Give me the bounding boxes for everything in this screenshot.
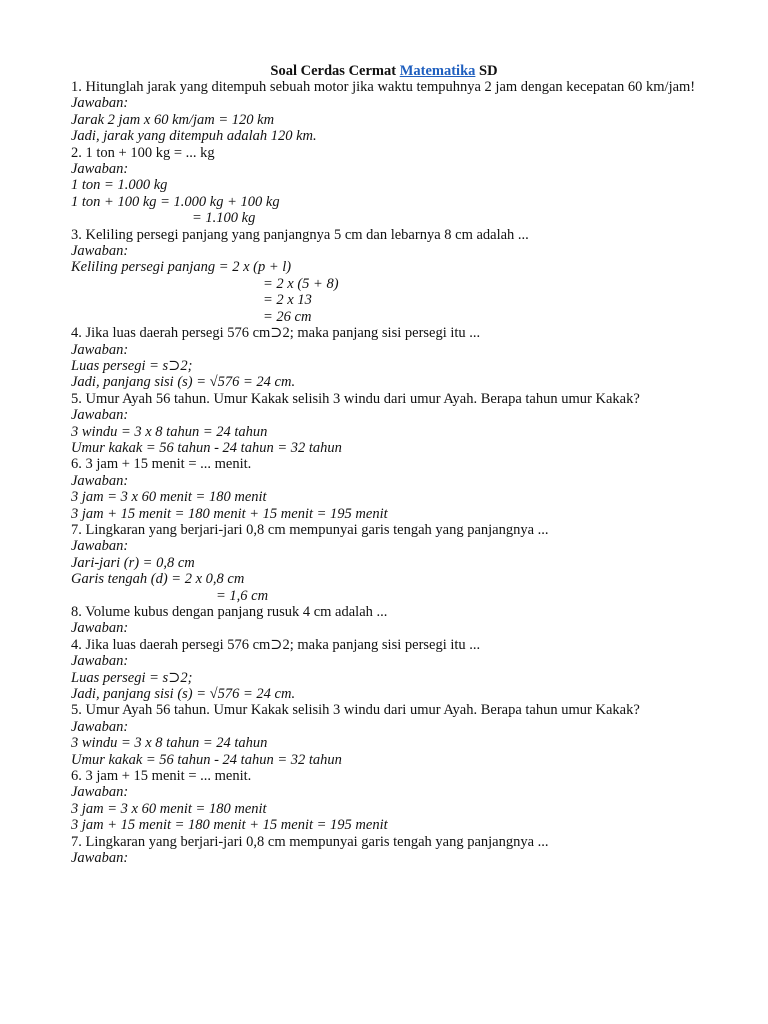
answer-label: Jawaban: [71,95,129,112]
answer-label: Jawaban: [71,472,129,489]
answer-line: Luas persegi = s⊃2; [71,357,193,374]
answer-label: Jawaban: [71,620,129,637]
answer-line: 3 windu = 3 x 8 tahun = 24 tahun [71,423,268,440]
answer-label: Jawaban: [71,784,129,801]
title-text-start: Soal Cerdas Cermat [270,63,400,79]
answer-line: Keliling persegi panjang = 2 x (p + l) [71,259,292,276]
answer-line: Jarak 2 jam x 60 km/jam = 120 km [71,111,275,128]
document-title [0,63,768,79]
answer-line: Luas persegi = s⊃2; [71,669,193,686]
answer-line: = 1,6 cm [216,587,269,604]
answer-line: = 2 x 13 [263,292,312,309]
answer-line: 3 jam + 15 menit = 180 menit + 15 menit = 195 menit [71,505,388,522]
answer-line: 3 jam = 3 x 60 menit = 180 menit [71,489,267,506]
answer-line: Jadi, jarak yang ditempuh adalah 120 km. [71,128,317,145]
answer-label: Jawaban: [71,341,129,358]
question-5: 5. Umur Ayah 56 tahun. Umur Kakak selisih 3 windu dari umur Ayah. Berapa tahun umur Kakak? [71,390,640,407]
answer-line: 3 jam + 15 menit = 180 menit + 15 menit = 195 menit [71,817,388,834]
answer-line: Umur kakak = 56 tahun - 24 tahun = 32 tahun [71,439,342,456]
answer-label: Jawaban: [71,653,129,670]
answer-label: Jawaban: [71,407,129,424]
question-4-repeat: 4. Jika luas daerah persegi 576 cm⊃2; maka panjang sisi persegi itu ... [71,636,481,653]
answer-label: Jawaban: [71,850,129,867]
document-body [71,79,701,867]
question-5-repeat: 5. Umur Ayah 56 tahun. Umur Kakak selisih 3 windu dari umur Ayah. Berapa tahun umur Kakak? [71,702,640,719]
question-7: 7. Lingkaran yang berjari-jari 0,8 cm mempunyai garis tengah yang panjangnya ... [71,521,549,538]
answer-line: Jadi, panjang sisi (s) = √576 = 24 cm. [71,374,296,391]
answer-label: Jawaban: [71,718,129,735]
question-7-repeat: 7. Lingkaran yang berjari-jari 0,8 cm mempunyai garis tengah yang panjangnya ... [71,833,549,850]
answer-line: 3 windu = 3 x 8 tahun = 24 tahun [71,735,268,752]
answer-line: Jari-jari (r) = 0,8 cm [71,554,195,571]
question-6: 6. 3 jam + 15 menit = ... menit. [71,456,252,473]
answer-line: Jadi, panjang sisi (s) = √576 = 24 cm. [71,686,296,703]
answer-line: = 1.100 kg [192,210,256,227]
question-2: 2. 1 ton + 100 kg = ... kg [71,144,215,161]
answer-line: 1 ton + 100 kg = 1.000 kg + 100 kg [71,193,280,210]
answer-line: = 2 x (5 + 8) [263,275,339,292]
question-1: 1. Hitunglah jarak yang ditempuh sebuah motor jika waktu tempuhnya 2 jam dengan kecepatan 60 km/jam! [71,79,696,95]
matematika-link[interactable]: Matematika [399,63,476,79]
answer-label: Jawaban: [71,161,129,178]
answer-line: 3 jam = 3 x 60 menit = 180 menit [71,800,267,817]
answer-line: Umur kakak = 56 tahun - 24 tahun = 32 tahun [71,751,342,768]
question-6-repeat: 6. 3 jam + 15 menit = ... menit. [71,768,252,785]
title-text-end: SD [475,63,498,79]
answer-label: Jawaban: [71,243,129,260]
answer-line: = 26 cm [263,308,312,325]
question-8: 8. Volume kubus dengan panjang rusuk 4 cm adalah ... [71,604,388,620]
answer-line: 1 ton = 1.000 kg [71,177,168,194]
question-4: 4. Jika luas daerah persegi 576 cm⊃2; maka panjang sisi persegi itu ... [71,325,481,342]
answer-line: Garis tengah (d) = 2 x 0,8 cm [71,571,245,588]
answer-label: Jawaban: [71,538,129,555]
question-3: 3. Keliling persegi panjang yang panjangnya 5 cm dan lebarnya 8 cm adalah ... [71,226,529,243]
